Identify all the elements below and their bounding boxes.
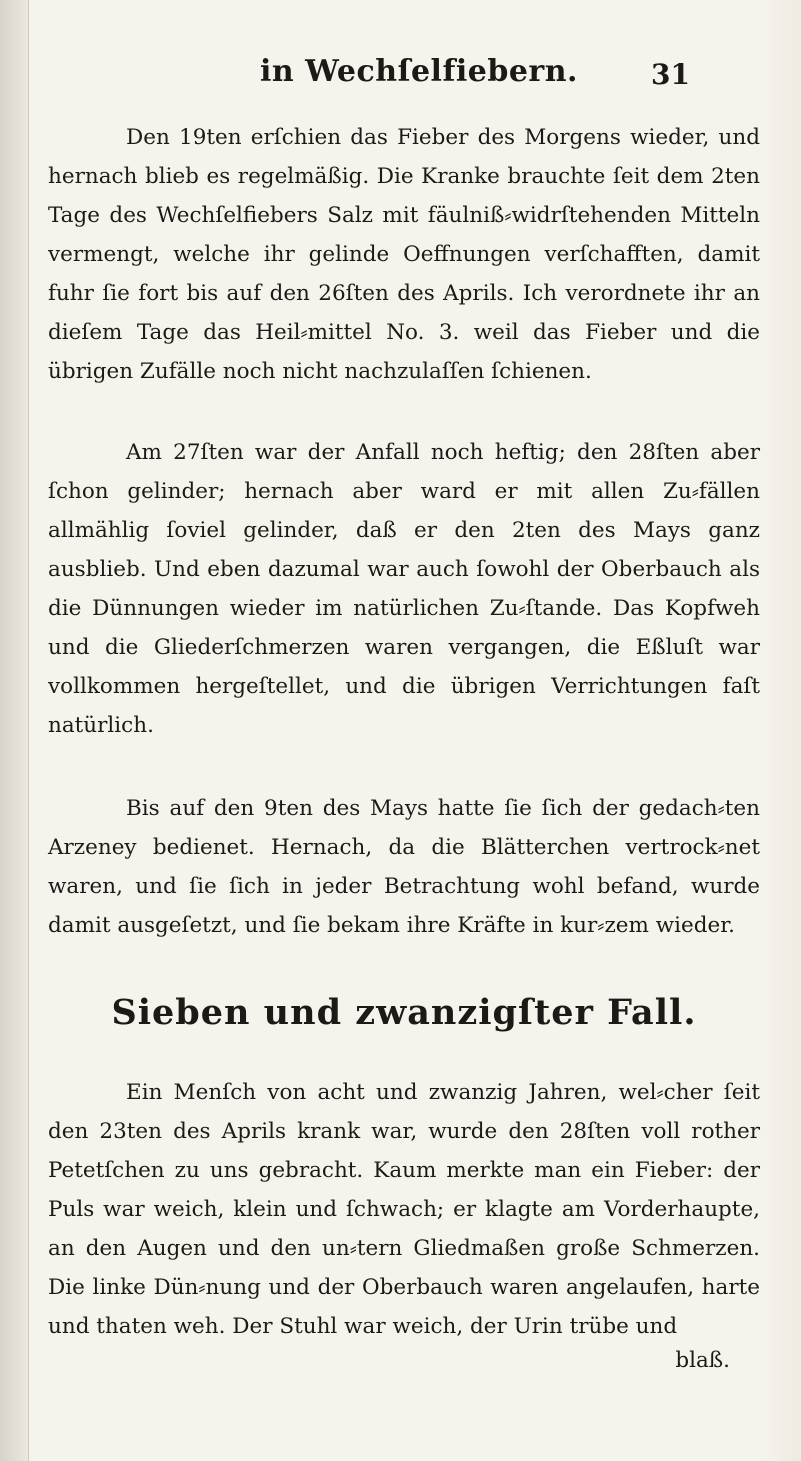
section-heading: Sieben und zwanzigſter Fall.	[111, 992, 697, 1033]
section-paragraph: Ein Menſch von acht und zwanzig Jahren, wel⸗cher ſeit den 23ten des Aprils krank war, wurde den 28ſten voll rother Petetſchen zu uns gebracht. Kaum merkte man ein Fieber: der Puls war weich, klein und ſchwach; er klagte am Vorderhaupte, an den Augen und den un⸗tern Gliedmaßen große Schmerzen. Die linke Dün⸗nung und der Oberbauch waren angelaufen, harte und thaten weh. Der Stuhl war weich, der Urin trübe und	[48, 1080, 760, 1339]
catchword: blaß.	[675, 1348, 730, 1373]
page-number: 31	[651, 58, 690, 91]
page-header	[130, 52, 690, 102]
paragraph-2: Am 27ſten war der Anfall noch heftig; den 28ſten aber ſchon gelinder; hernach aber ward er mit allen Zu⸗fällen allmählig ſoviel gelinder, daß er den 2ten des Mays ganz ausblieb. Und eben dazumal war auch ſowohl der Oberbauch als die Dünnungen wieder im natürlichen Zu⸗ſtande. Das Kopfweh und die Gliederſchmerzen waren vergangen, die Eßluſt war vollkommen hergeſtellet, und die übrigen Verrichtungen faſt natürlich.	[48, 440, 760, 738]
paragraph-1: Den 19ten erſchien das Fieber des Morgens wieder, und hernach blieb es regelmäßig. Die Kranke brauchte ſeit dem 2ten Tage des Wechſelfiebers Salz mit fäulniß⸗widrſtehenden Mitteln vermengt, welche ihr gelinde Oeffnungen verſchafften, damit fuhr ſie fort bis auf den 26ſten des Aprils. Ich verordnete ihr an dieſem Tage das Heil⸗mittel No. 3. weil das Fieber und die übrigen Zufälle noch nicht nachzulaſſen ſchienen.	[48, 125, 760, 384]
binding-edge	[0, 0, 29, 1461]
body-text	[48, 118, 760, 1376]
running-head: in Wechſelfiebern.	[260, 54, 578, 89]
paragraph-3: Bis auf den 9ten des Mays hatte ſie ſich der gedach⸗ten Arzeney bedienet. Hernach, da die Blätterchen vertrock⸗net waren, und ſie ſich in jeder Betrachtung wohl befand, wurde damit ausgeſetzt, und ſie bekam ihre Kräfte in kur⸗zem wieder.	[48, 796, 760, 938]
